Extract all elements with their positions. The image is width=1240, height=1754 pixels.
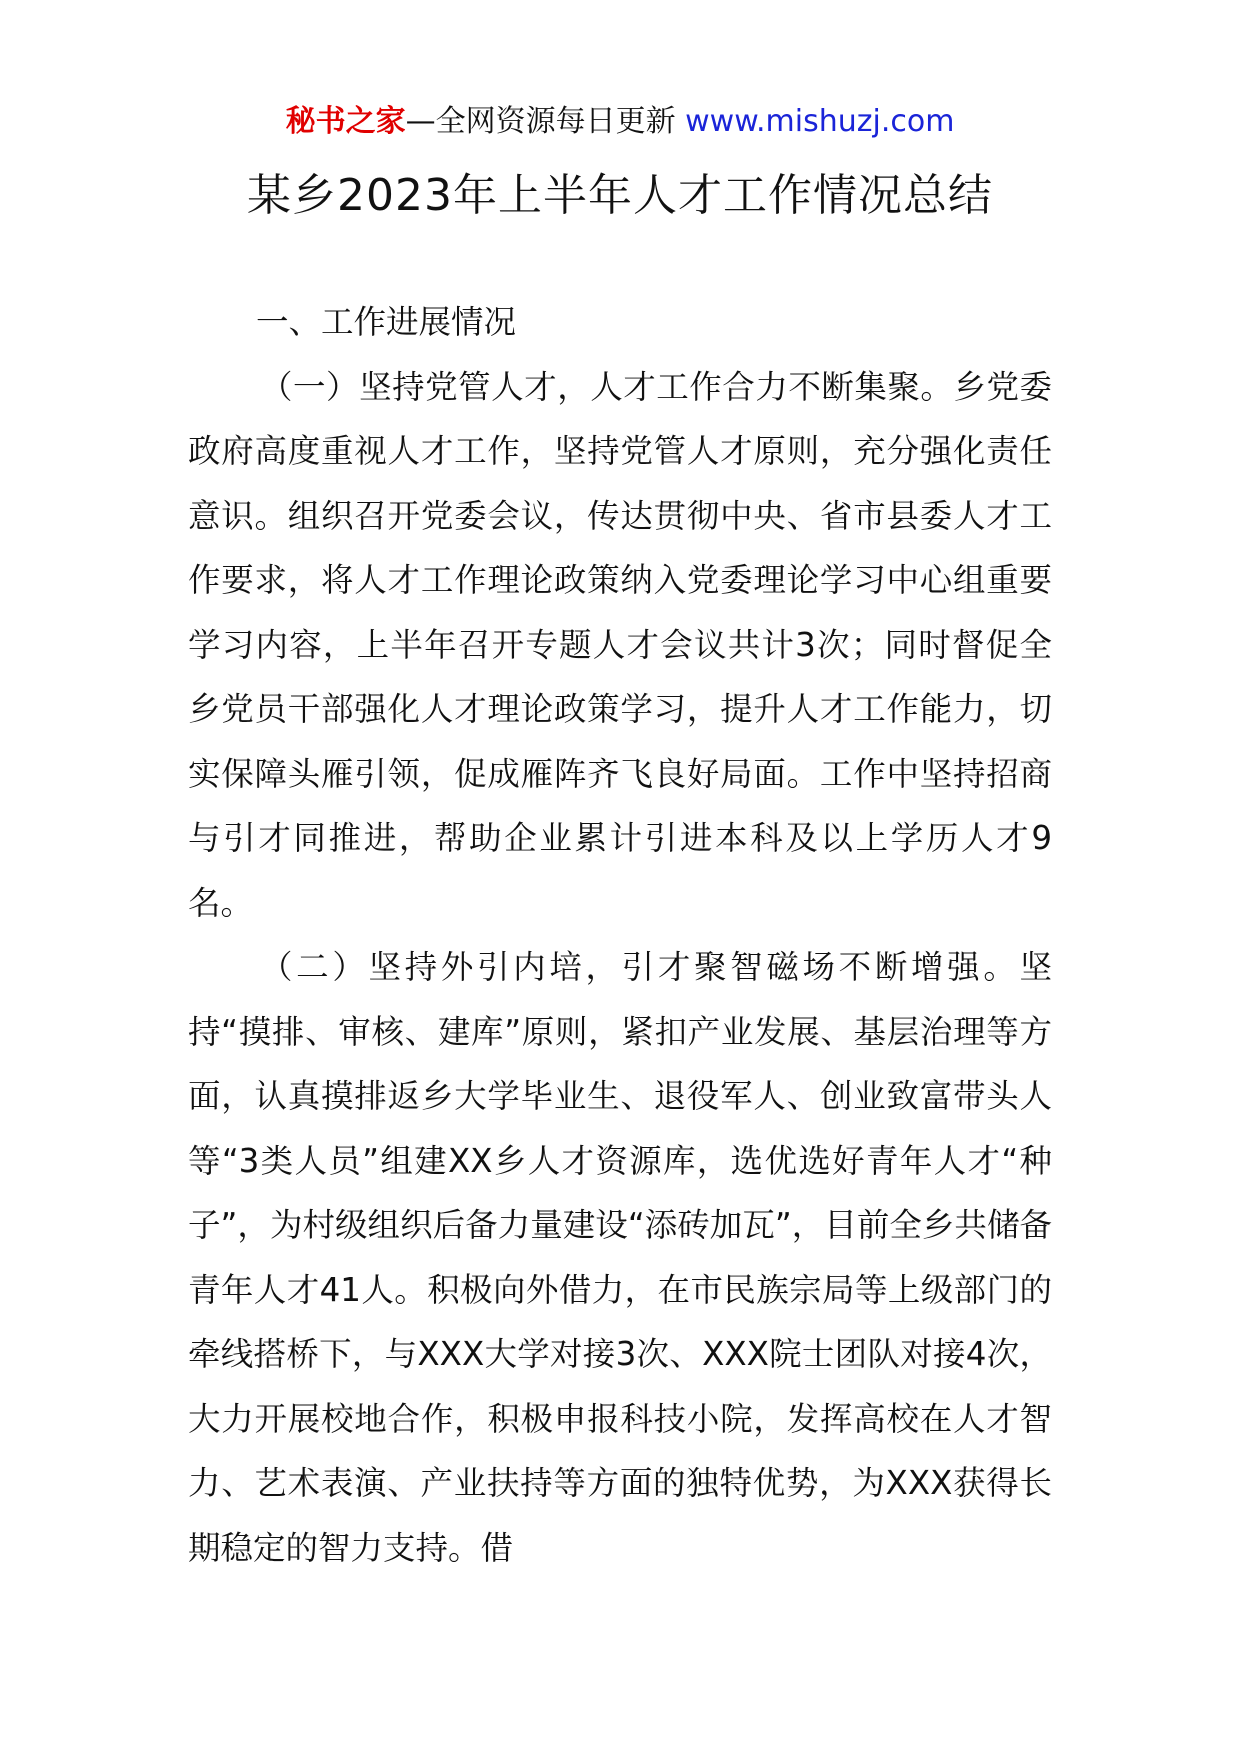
paragraph-2: （二）坚持外引内培，引才聚智磁场不断增强。坚持“摸排、审核、建库”原则，紧扣产业发展、基层治理等方面，认真摸排返乡大学毕业生、退役军人、创业致富带头人等“3类人员”组建XX乡人才资源库，选优选好青年人才“种子”，为村级组织后备力量建设“添砖加瓦”，目前全乡共储备青年人才41人。积极向外借力，在市民族宗局等上级部门的牵线搭桥下，与XXX大学对接3次、XXX院士团队对接4次，大力开展校地合作，积极申报科技小院，发挥高校在人才智力、艺术表演、产业扶持等方面的独特优势，为XXX获得长期稳定的智力支持。借 [188, 948, 1052, 1567]
brand-name: 秘书之家 [285, 104, 406, 139]
document-title: 某乡2023年上半年人才工作情况总结 [247, 170, 993, 221]
paragraph-1: （一）坚持党管人才，人才工作合力不断集聚。乡党委政府高度重视人才工作，坚持党管人才原则，充分强化责任意识。组织召开党委会议，传达贯彻中央、省市县委人才工作要求，将人才工作理论政策纳入党委理论学习中心组重要学习内容，上半年召开专题人才会议共计3次；同时督促全乡党员干部强化人才理论政策学习，提升人才工作能力，切实保障头雁引领，促成雁阵齐飞良好局面。工作中坚持招商与引才同推进，帮助企业累计引进本科及以上学历人才9名。 [188, 367, 1052, 922]
section-heading: 一、工作进展情况 [256, 303, 517, 341]
site-url[interactable]: www.mishuzj.com [685, 104, 955, 139]
document-body [188, 290, 1052, 1580]
banner-slogan: —全网资源每日更新 [405, 104, 676, 139]
header-banner [0, 102, 1240, 142]
